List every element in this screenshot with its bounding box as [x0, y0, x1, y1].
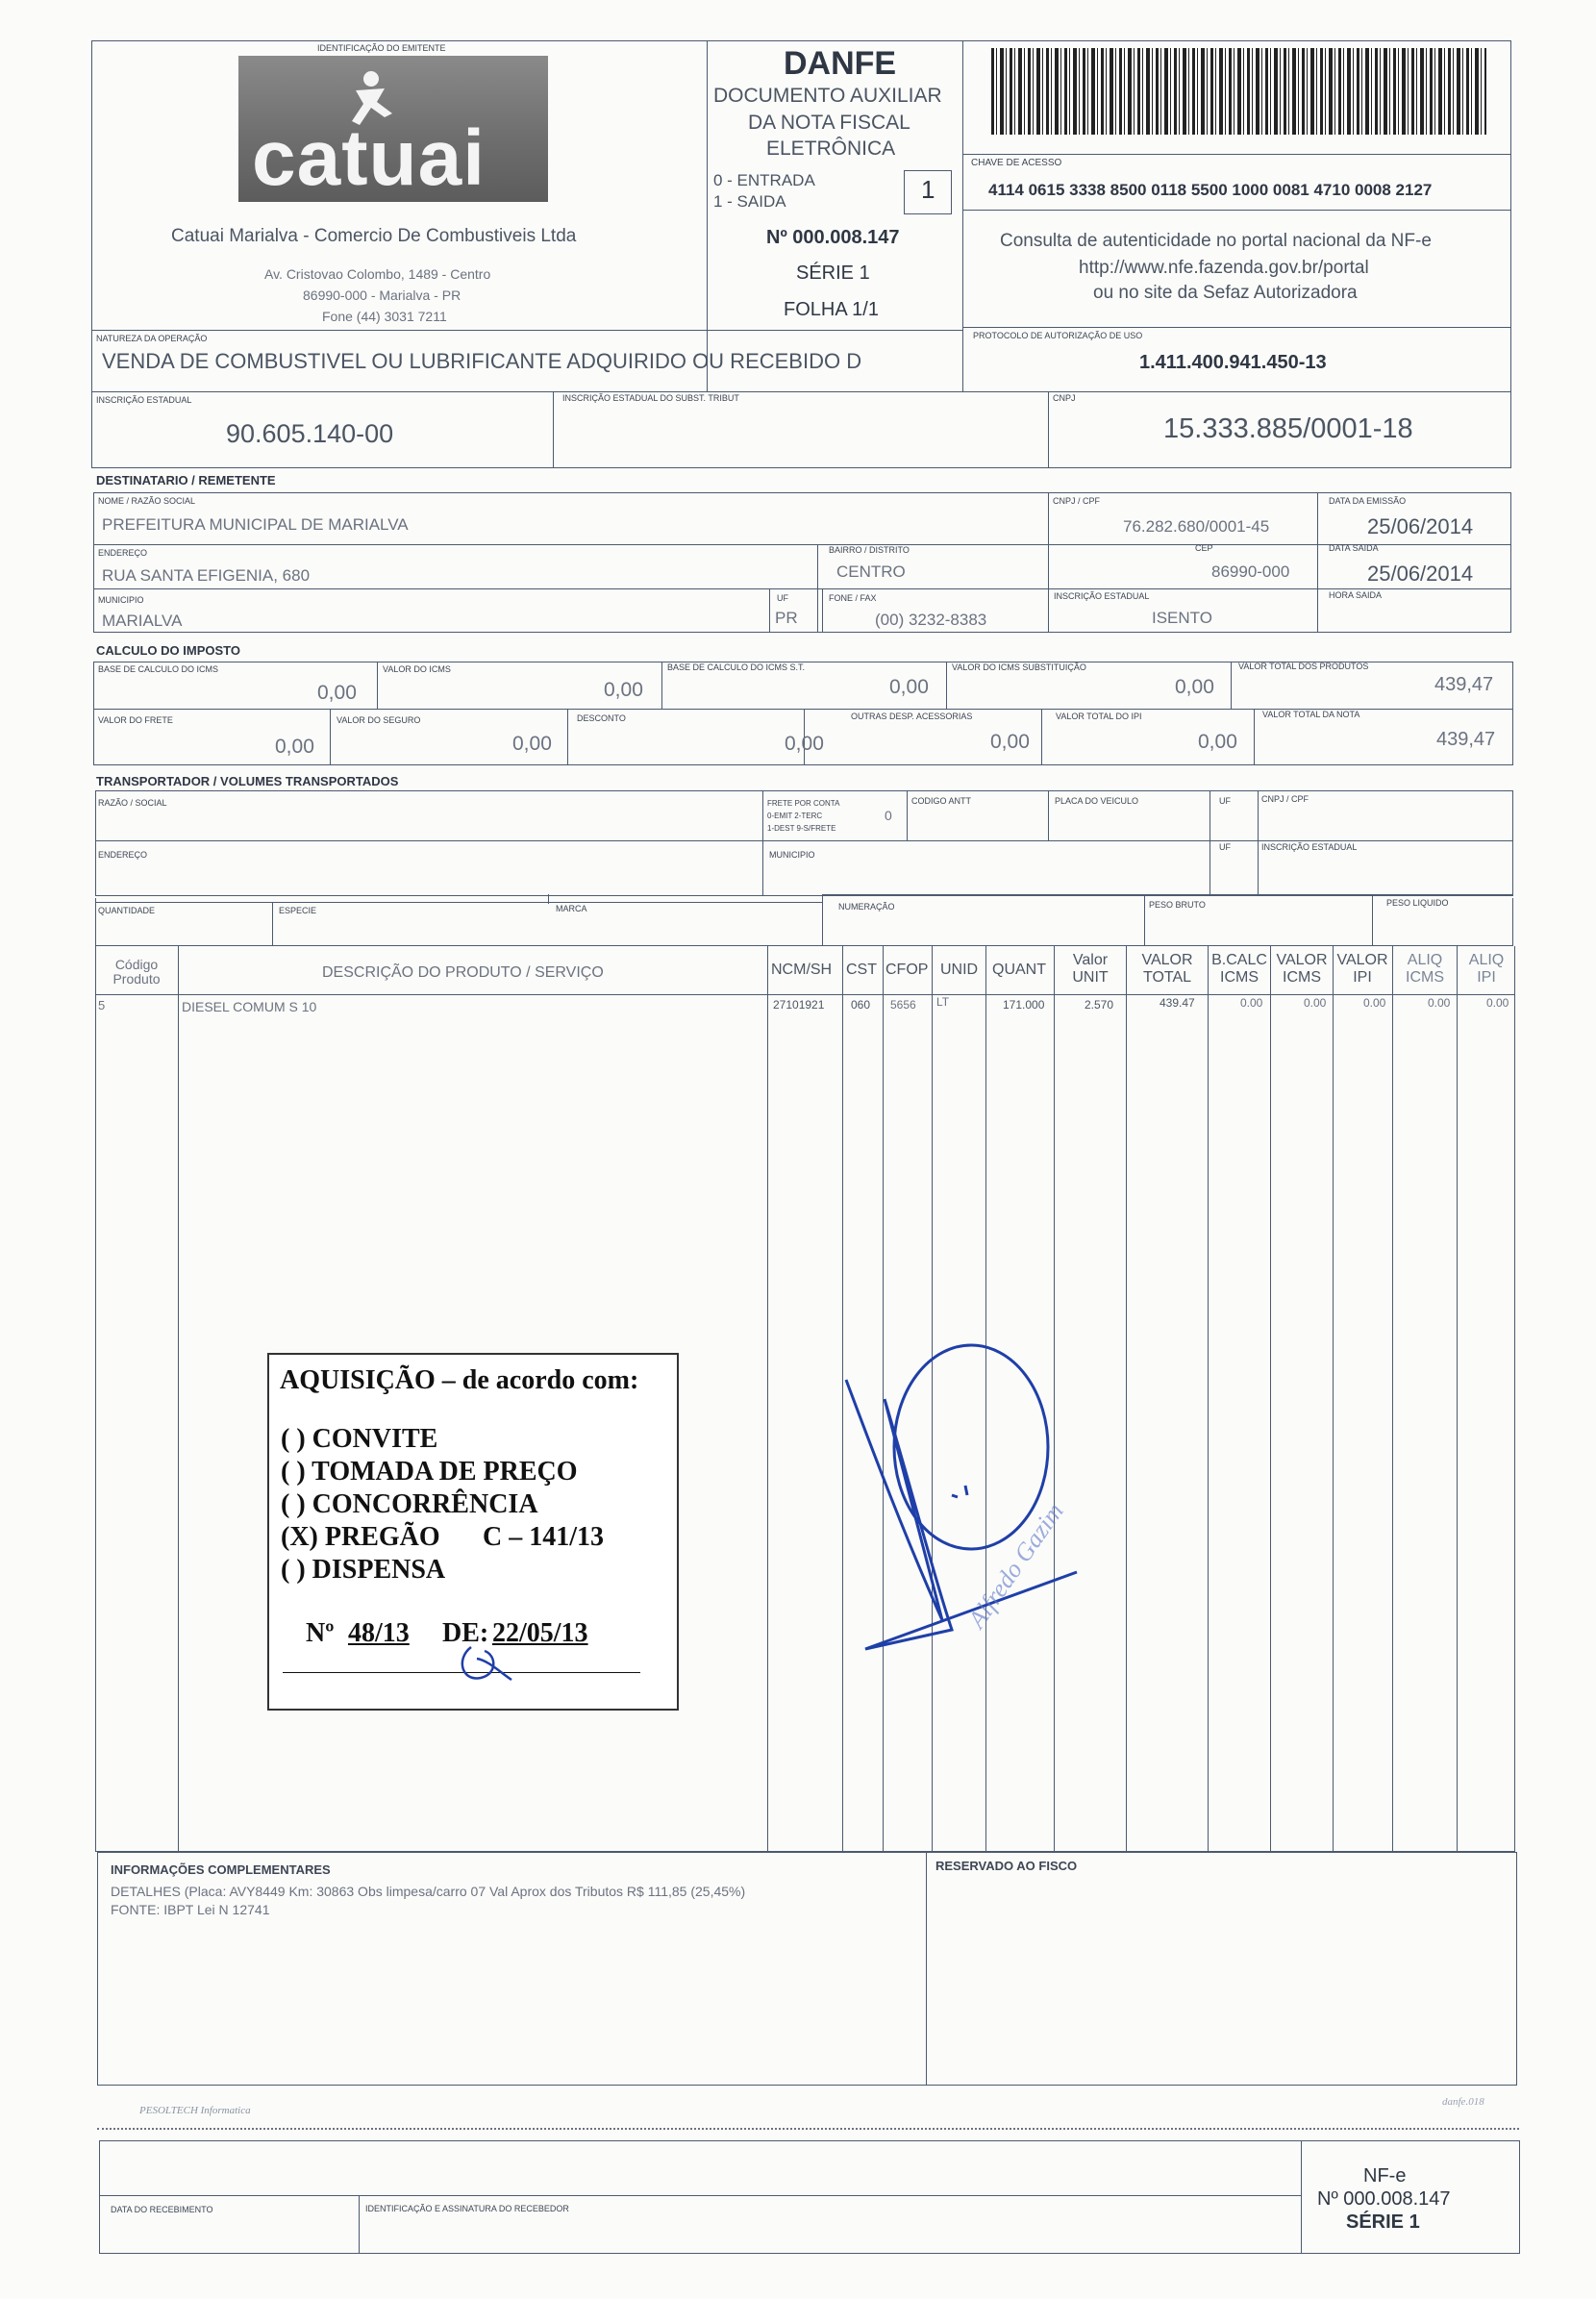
barcode	[991, 48, 1486, 135]
trans-uf2-label: UF	[1219, 842, 1231, 852]
fisco-label: RESERVADO AO FISCO	[935, 1859, 1078, 1873]
row-quant: 171.000	[1003, 998, 1045, 1012]
aquisicao-stamp	[267, 1353, 679, 1711]
bairro-label: BAIRRO / DISTRITO	[829, 545, 910, 555]
software-credit: PESOLTECH Informatica	[139, 2105, 251, 2116]
valor-st-value: 0,00	[1175, 676, 1214, 698]
consulta-link[interactable]: http://www.nfe.fazenda.gov.br/portal	[1079, 258, 1369, 278]
col-vunit: Valor UNIT	[1072, 952, 1109, 986]
base-icms-value: 0,00	[317, 682, 357, 704]
company-address: Av. Cristovao Colombo, 1489 - Centro	[264, 266, 491, 282]
row-vicms: 0.00	[1304, 996, 1327, 1010]
col-cfop: CFOP	[885, 962, 929, 978]
desconto-label: DESCONTO	[577, 713, 626, 723]
nfe-serie: SÉRIE 1	[796, 262, 870, 284]
dest-ie-value: ISENTO	[1152, 609, 1212, 627]
col-vicms: VALOR ICMS	[1276, 952, 1328, 986]
row-codigo: 5	[98, 998, 106, 1012]
valor-icms-value: 0,00	[604, 679, 643, 701]
frete-value: 0,00	[275, 736, 314, 758]
trans-uf-label: UF	[1219, 796, 1231, 806]
complementares-label: INFORMAÇÕES COMPLEMENTARES	[111, 1862, 331, 1877]
danfe-title: DANFE	[784, 45, 897, 82]
frete-conta-line1: FRETE POR CONTA	[767, 799, 840, 808]
protocolo-value: 1.411.400.941.450-13	[1139, 352, 1327, 373]
total-nota-value: 439,47	[1436, 729, 1496, 750]
nome-value: PREFEITURA MUNICIPAL DE MARIALVA	[102, 515, 409, 534]
outras-label: OUTRAS DESP. ACESSORIAS	[851, 712, 973, 721]
row-vtotal: 439.47	[1160, 996, 1195, 1010]
row-cst: 060	[851, 998, 871, 1012]
complementares-line-1: DETALHES (Placa: AVY8449 Km: 30863 Obs limpesa/carro 07 Val Aprox dos Tributos R$ 111,85 (25,45%)	[111, 1884, 746, 1899]
signature-mark	[836, 1341, 1144, 1659]
total-produtos-value: 439,47	[1434, 674, 1494, 695]
assinatura-label: IDENTIFICAÇÃO E ASSINATURA DO RECEBEDOR	[365, 2204, 569, 2213]
municipio-label: MUNICIPIO	[98, 595, 144, 605]
row-descricao: DIESEL COMUM S 10	[182, 999, 317, 1014]
row-vunit: 2.570	[1085, 998, 1114, 1012]
consulta-line-1: Consulta de autenticidade no portal nacional da NF-e	[1000, 231, 1432, 251]
quantidade-label: QUANTIDADE	[98, 906, 156, 915]
initials-mark	[452, 1639, 519, 1687]
seguro-value: 0,00	[512, 733, 552, 755]
footer-nfe: NF-e	[1363, 2165, 1407, 2187]
municipio-value: MARIALVA	[102, 612, 183, 630]
ie-value: 90.605.140-00	[226, 419, 394, 448]
company-logo	[238, 56, 548, 202]
row-unid: LT	[936, 995, 950, 1009]
stamp-pregao-ref: C – 141/13	[483, 1522, 604, 1552]
svg-text:Alfredo Gazim: Alfredo Gazim	[962, 1497, 1069, 1634]
col-codigo: Código Produto	[112, 957, 161, 987]
logo-text: catuai	[252, 114, 486, 202]
col-aicms: ALIQ ICMS	[1406, 952, 1444, 986]
especie-label: ESPECIE	[279, 906, 317, 915]
col-quant: QUANT	[992, 962, 1046, 978]
total-produtos-label: VALOR TOTAL DOS PRODUTOS	[1238, 662, 1369, 671]
stamp-pregao: (X) PREGÃO	[281, 1522, 440, 1552]
dest-cnpj-value: 76.282.680/0001-45	[1123, 517, 1270, 536]
col-aipi: ALIQ IPI	[1468, 952, 1505, 986]
saida-label: 1 - SAIDA	[713, 192, 786, 211]
col-bcalc: B.CALC ICMS	[1211, 952, 1267, 986]
company-name: Catuai Marialva - Comercio De Combustiveis Ltda	[171, 226, 577, 246]
destinatario-frame	[93, 492, 1511, 633]
recebimento-frame	[99, 2140, 1520, 2254]
emitente-label: IDENTIFICAÇÃO DO EMITENTE	[317, 43, 446, 53]
frete-label: VALOR DO FRETE	[98, 715, 173, 725]
numeracao-label: NUMERAÇÃO	[838, 902, 895, 912]
dest-cnpj-label: CNPJ / CPF	[1053, 496, 1101, 506]
row-aicms: 0.00	[1428, 996, 1451, 1010]
valor-st-label: VALOR DO ICMS SUBSTITUIÇÃO	[952, 662, 1086, 672]
natureza-label: NATUREZA DA OPERAÇÃO	[96, 334, 208, 343]
uf-value: PR	[775, 609, 798, 627]
uf-label: UF	[777, 593, 788, 603]
placa-label: PLACA DO VEICULO	[1055, 796, 1139, 806]
stamp-dispensa: ( ) DISPENSA	[281, 1555, 446, 1585]
emissao-label: DATA DA EMISSÃO	[1329, 496, 1407, 506]
col-ncm: NCM/SH	[771, 962, 833, 978]
endereco-value: RUA SANTA EFIGENIA, 680	[102, 566, 311, 585]
endereco-label: ENDEREÇO	[98, 548, 148, 558]
nfe-number: Nº 000.008.147	[766, 227, 900, 248]
cnpj-emitente-label: CNPJ	[1053, 393, 1076, 403]
col-vipi: VALOR IPI	[1336, 952, 1388, 986]
right-note: danfe.018	[1442, 2096, 1484, 2108]
iest-label: INSCRIÇÃO ESTADUAL DO SUBST. TRIBUT	[562, 393, 739, 403]
data-saida-label: DATA SAIDA	[1329, 543, 1379, 553]
col-descricao: DESCRIÇÃO DO PRODUTO / SERVIÇO	[322, 964, 604, 981]
trans-ie-label: INSCRIÇÃO ESTADUAL	[1261, 842, 1358, 852]
base-st-label: BASE DE CALCULO DO ICMS S.T.	[667, 662, 806, 672]
stamp-num-label: Nº	[306, 1618, 335, 1648]
recebimento-label: DATA DO RECEBIMENTO	[111, 2205, 213, 2214]
ipi-value: 0,00	[1198, 731, 1237, 753]
company-phone: Fone (44) 3031 7211	[322, 309, 447, 324]
stamp-concorrencia: ( ) CONCORRÊNCIA	[281, 1489, 538, 1519]
chave-label: CHAVE DE ACESSO	[971, 158, 1062, 168]
natureza-value: VENDA DE COMBUSTIVEL OU LUBRIFICANTE ADQUIRIDO OU RECEBIDO D	[102, 349, 862, 373]
ie-label: INSCRIÇÃO ESTADUAL	[96, 395, 192, 405]
nfe-folha: FOLHA 1/1	[784, 299, 879, 320]
nome-label: NOME / RAZÃO SOCIAL	[98, 496, 196, 506]
stamp-title: AQUISIÇÃO – de acordo com:	[280, 1365, 639, 1395]
footer-numero: Nº 000.008.147	[1317, 2188, 1451, 2210]
cep-value: 86990-000	[1211, 562, 1290, 581]
data-saida-value: 25/06/2014	[1367, 562, 1474, 586]
row-bcalc: 0.00	[1240, 996, 1263, 1010]
danfe-subtitle-3: ELETRÔNICA	[766, 137, 896, 160]
fone-value: (00) 3232-8383	[875, 611, 987, 629]
ipi-label: VALOR TOTAL DO IPI	[1056, 712, 1142, 721]
hora-saida-label: HORA SAIDA	[1329, 590, 1383, 600]
trans-cnpj-label: CNPJ / CPF	[1261, 794, 1309, 804]
danfe-subtitle-1: DOCUMENTO AUXILIAR	[713, 85, 942, 107]
footer-serie: SÉRIE 1	[1346, 2212, 1420, 2233]
stamp-convite: ( ) CONVITE	[281, 1424, 438, 1454]
protocolo-label: PROTOCOLO DE AUTORIZAÇÃO DE USO	[973, 331, 1143, 340]
cnpj-emitente-value: 15.333.885/0001-18	[1163, 413, 1413, 444]
base-icms-label: BASE DE CALCULO DO ICMS	[98, 664, 219, 674]
frete-conta-line2: 0-EMIT 2-TERC	[767, 812, 823, 820]
imposto-section: CALCULO DO IMPOSTO	[96, 643, 240, 658]
company-city: 86990-000 - Marialva - PR	[303, 287, 461, 303]
destinatario-section: DESTINATARIO / REMETENTE	[96, 473, 276, 487]
row-cfop: 5656	[890, 998, 916, 1012]
antt-label: CODIGO ANTT	[911, 796, 972, 806]
stamp-date-label: DE:	[442, 1618, 489, 1648]
bairro-value: CENTRO	[836, 562, 906, 581]
razao-label: RAZÃO / SOCIAL	[98, 798, 167, 808]
stamp-num: 48/13	[348, 1618, 410, 1648]
consulta-line-3: ou no site da Sefaz Autorizadora	[1093, 283, 1358, 303]
emissao-value: 25/06/2014	[1367, 514, 1474, 538]
stamp-date: 22/05/13	[492, 1618, 588, 1648]
complementares-line-2: FONTE: IBPT Lei N 12741	[111, 1902, 270, 1917]
row-aipi: 0.00	[1486, 996, 1509, 1010]
dest-ie-label: INSCRIÇÃO ESTADUAL	[1054, 591, 1150, 601]
outras-value: 0,00	[990, 731, 1030, 753]
base-st-value: 0,00	[889, 676, 929, 698]
col-unid: UNID	[940, 962, 979, 978]
fone-label: FONE / FAX	[829, 593, 877, 603]
chave-value[interactable]: 4114 0615 3338 8500 0118 5500 1000 0081 4710 0008 2127	[988, 181, 1433, 199]
seguro-label: VALOR DO SEGURO	[337, 715, 421, 725]
frete-conta-value: 0	[885, 808, 892, 823]
stamp-tomada: ( ) TOMADA DE PREÇO	[281, 1457, 578, 1487]
trans-municipio-label: MUNICIPIO	[769, 850, 815, 860]
entrada-label: 0 - ENTRADA	[713, 171, 815, 189]
col-vtotal: VALOR TOTAL	[1141, 952, 1193, 986]
trans-endereco-label: ENDEREÇO	[98, 850, 148, 860]
marca-label: MARCA	[556, 904, 587, 913]
peso-bruto-label: PESO BRUTO	[1149, 900, 1206, 910]
row-ncm: 27101921	[773, 998, 825, 1012]
danfe-subtitle-2: DA NOTA FISCAL	[748, 112, 910, 134]
total-nota-label: VALOR TOTAL DA NOTA	[1262, 710, 1360, 719]
tipo-value: 1	[921, 175, 935, 204]
row-vipi: 0.00	[1363, 996, 1386, 1010]
transporte-section: TRANSPORTADOR / VOLUMES TRANSPORTADOS	[96, 774, 399, 788]
cep-label: CEP	[1195, 543, 1213, 553]
peso-liquido-label: PESO LIQUIDO	[1386, 898, 1449, 908]
valor-icms-label: VALOR DO ICMS	[383, 664, 451, 674]
col-cst: CST	[846, 962, 877, 978]
desconto-value: 0,00	[785, 733, 824, 755]
frete-conta-line3: 1-DEST 9-S/FRETE	[767, 824, 836, 833]
